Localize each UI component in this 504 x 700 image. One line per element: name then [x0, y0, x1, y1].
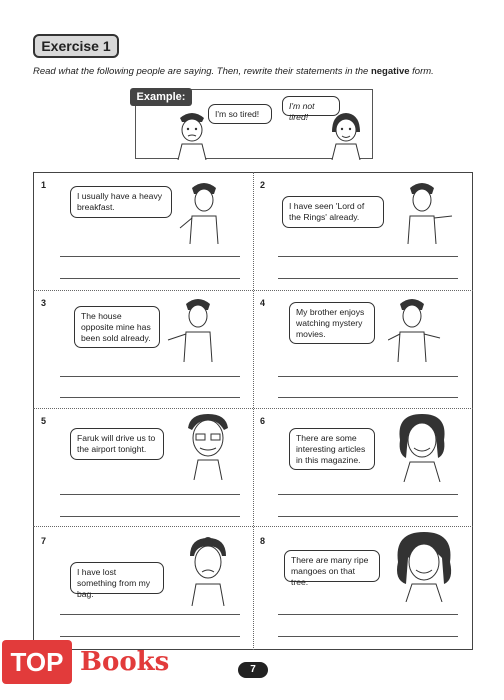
answer-line[interactable] [278, 494, 458, 495]
answer-line[interactable] [60, 376, 240, 377]
speech-bubble: Faruk will drive us to the airport tonight. [70, 428, 164, 460]
grid-row-divider [33, 290, 473, 291]
man-figure [164, 294, 224, 362]
worried-woman-figure [180, 534, 236, 606]
example-boy-figure [172, 108, 212, 160]
answer-line[interactable] [278, 397, 458, 398]
watermark-books-logo: Books [80, 647, 170, 677]
item-number: 7 [41, 536, 47, 546]
item-number: 5 [41, 416, 47, 426]
grid-vertical-divider [253, 172, 254, 650]
answer-line[interactable] [278, 376, 458, 377]
answer-line[interactable] [278, 516, 458, 517]
item-number: 3 [41, 298, 47, 308]
speech-bubble: There are many ripe mangoes on that tree. [284, 550, 380, 582]
answer-line[interactable] [60, 278, 240, 279]
answer-line[interactable] [278, 614, 458, 615]
answer-line[interactable] [60, 256, 240, 257]
speech-bubble: The house opposite mine has been sold already. [74, 306, 160, 348]
item-number: 2 [260, 180, 266, 190]
answer-line[interactable] [60, 397, 240, 398]
instruction-text [33, 66, 473, 78]
item-number: 6 [260, 416, 266, 426]
example-label: Example: [130, 88, 192, 106]
example-girl-figure [326, 108, 366, 160]
item-number: 4 [260, 298, 266, 308]
man-figure [178, 178, 230, 244]
smiling-woman-figure [392, 530, 458, 602]
speech-bubble: My brother enjoys watching mystery movies. [289, 302, 375, 344]
answer-line[interactable] [60, 516, 240, 517]
exercise-title: Exercise 1 [33, 34, 119, 58]
example-answer-bubble: I'm not tired! [282, 96, 340, 116]
man-figure [388, 294, 448, 362]
answer-line[interactable] [60, 614, 240, 615]
instruction-keyword: negative [370, 66, 410, 77]
instruction-before: Read what the following people are saying. Then, rewrite their statements in the [33, 66, 371, 77]
page-number: 7 [238, 662, 268, 678]
speech-bubble: There are some interesting articles in this magazine. [289, 428, 375, 470]
man-with-glasses-figure [178, 412, 238, 480]
item-number: 8 [260, 536, 266, 546]
speech-bubble: I have lost something from my bag. [70, 562, 164, 594]
speech-bubble: I usually have a heavy breakfast. [70, 186, 172, 218]
item-number: 1 [41, 180, 47, 190]
grid-row-divider [33, 408, 473, 409]
man-figure [396, 178, 456, 244]
example-statement-bubble: I'm so tired! [208, 104, 272, 124]
answer-line[interactable] [60, 636, 240, 637]
answer-line[interactable] [278, 636, 458, 637]
speech-bubble: I have seen 'Lord of the Rings' already. [282, 196, 384, 228]
watermark-top-logo: TOP [2, 640, 72, 684]
instruction-after: form. [409, 66, 434, 77]
answer-line[interactable] [60, 494, 240, 495]
answer-line[interactable] [278, 278, 458, 279]
woman-figure [392, 410, 452, 482]
grid-row-divider [33, 526, 473, 527]
answer-line[interactable] [278, 256, 458, 257]
